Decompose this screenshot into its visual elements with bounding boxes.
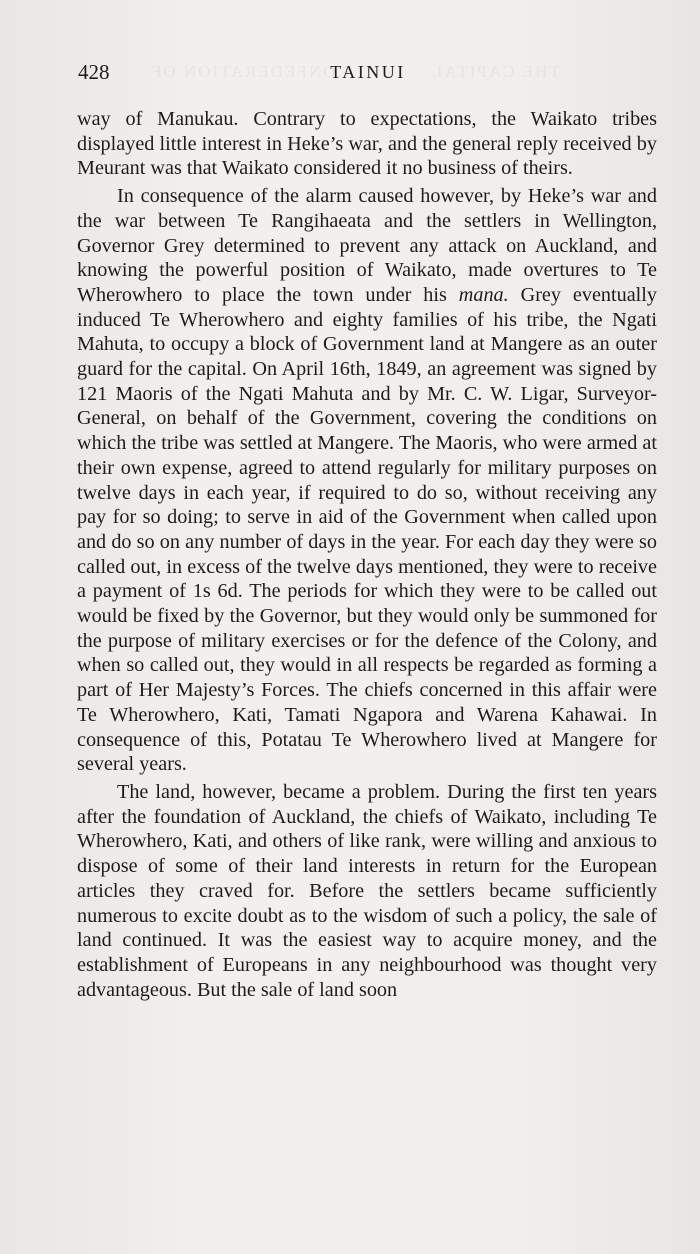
paragraph bbox=[77, 780, 657, 1002]
show-through-text: THE CAPITAL bbox=[430, 62, 560, 81]
text-run: way of Manukau. Contrary to expectations, the Waikato tribes displayed little interest in Heke’s war, and the general reply received by Meurant was that Waikato considered it no business of theirs. bbox=[77, 108, 657, 180]
text-run: In consequence of the alarm caused however, by Heke’s war and the war between Te Rangihaeata and the settlers in Wellington, Governor Grey determined to prevent any attack on Auckland, and knowing the powerful position of Waikato, made overtures to Te Wherowhero to place the town under his bbox=[77, 185, 657, 306]
show-through-text: CONFEDERATION OF bbox=[150, 62, 349, 81]
page-number: 428 bbox=[78, 60, 110, 84]
text-run: Grey eventually induced Te Wherowhero and eighty families of his tribe, the Ngati Mahuta, to occupy a block of Government land at Mangere as an outer guard for the capital. On April 16th, 1849, an agreement was signed by 121 Maoris of the Ngati Mahuta and by Mr. C. W. Ligar, Surveyor-General, on behalf of the Government, covering the conditions on which the tribe was settled at Mangere. The Maoris, who were armed at their own expense, agreed to attend regularly for military purposes on twelve days in each year, if required to do so, without receiving any pay for so doing; to serve in aid of the Government when called upon and do so on any number of days in the year. For each day they were so called out, in excess of the twelve days mentioned, they were to receive a payment of 1s 6d. The periods for which they were to be called out would be fixed by the Governor, but they would only be summoned for the purpose of military exercises or for the defence of the Colony, and when so called out, they would in all respects be regarded as forming a part of Her Majesty’s Forces. The chiefs concerned in this affair were Te Wherowhero, Kati, Tamati Ngapora and Warena Kahawai. In consequence of this, Potatau Te Wherowhero lived at Mangere for several years. bbox=[77, 283, 657, 776]
paragraph bbox=[77, 184, 657, 777]
text-run: The land, however, became a problem. During the first ten years after the foundation of Auckland, the chiefs of Waikato, including Te Wherowhero, Kati, and others of like rank, were willing and anxious to dispose of some of their land interests in return for the European articles they craved for. Before the settlers became sufficiently numerous to excite doubt as to the wisdom of such a policy, the sale of land continued. It was the easiest way to acquire money, and the establishment of Europeans in any neighbourhood was thought very advantageous. But the sale of land soon bbox=[77, 780, 657, 1001]
running-title: TAINUI bbox=[330, 62, 406, 82]
body-text bbox=[77, 107, 657, 1002]
paragraph bbox=[77, 107, 657, 181]
italic-term: mana. bbox=[458, 283, 509, 306]
